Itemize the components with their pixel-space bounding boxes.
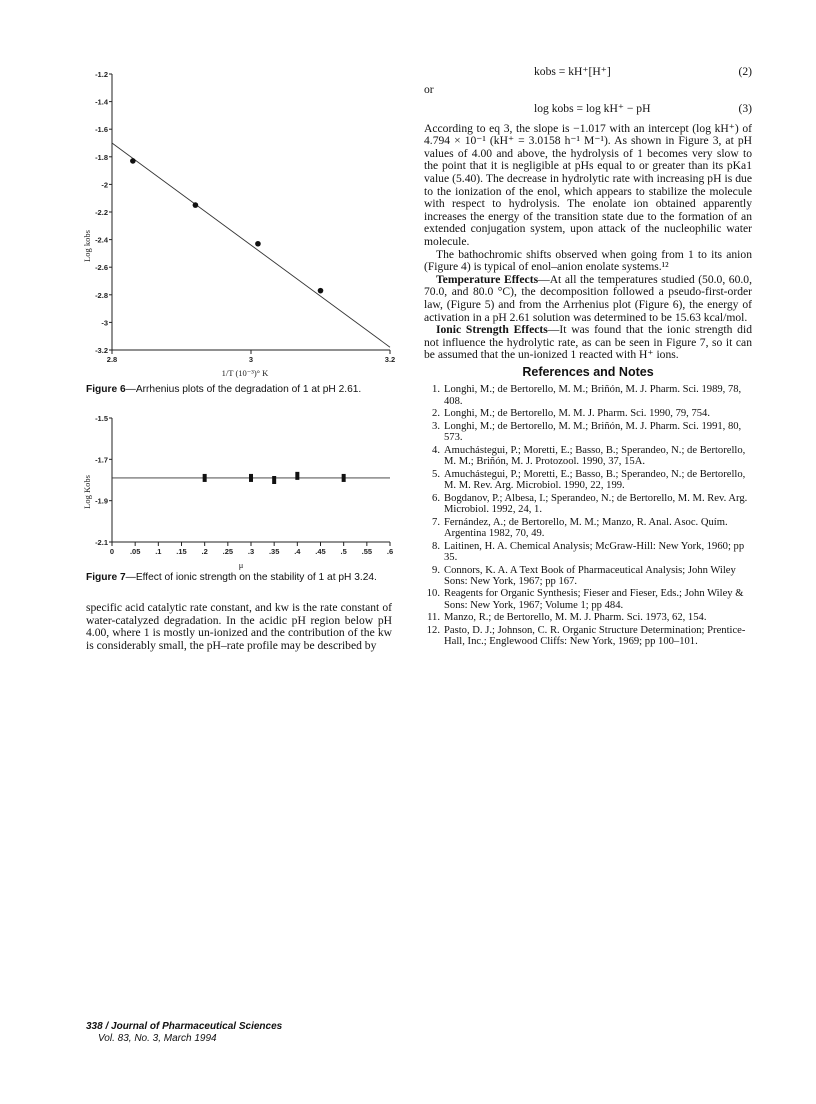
reference-number: 6. [432, 492, 440, 504]
figure-7-caption [86, 572, 392, 584]
left-column [82, 62, 396, 652]
ionic-strength-heading: Ionic Strength Effects [436, 323, 548, 337]
reference-number: 10. [426, 588, 440, 600]
figure-7-caption-label: Figure 7 [86, 572, 126, 583]
temperature-text: —At all the temperatures studied (50.0, 60.0, 70.0, and 80.0 °C), the decomposition followed a pseudo-first-order law, (Figure 5) and from the Arrhenius plot (Figure 6), the energy of activation in a pH 2.61 solution was determined to be 15.63 kcal/mol. [424, 272, 752, 324]
reference-text: Longhi, M.; de Bertorello, M. M.; Briñón, M. J. Pharm. Sci. 1989, 78, 408. [444, 384, 742, 407]
x-tick-label: 3.2 [384, 355, 396, 364]
x-tick-label: .15 [176, 547, 187, 556]
x-tick-label: .2 [201, 547, 208, 556]
y-tick-label: -1.9 [95, 496, 108, 506]
x-tick-label: .05 [129, 547, 141, 556]
x-tick-label: .1 [155, 547, 162, 556]
paragraph-temperature [424, 274, 752, 324]
data-point [130, 158, 136, 164]
reference-number: 7. [432, 516, 440, 528]
reference-text: Fernández, A.; de Bertorello, M. M.; Manzo, R. Anal. Asoc. Quím. Argentina 1982, 70, 49. [444, 516, 728, 539]
reference-number: 1. [432, 384, 440, 396]
paragraph-slope: According to eq 3, the slope is −1.017 with an intercept (log kH⁺) of 4.794 × 10⁻¹ (kH⁺ = 3.0158 h⁻¹ M⁻¹). As shown in Figure 3, at pH values of 4.00 and above, the hydrolysis of 1 becomes very slow to the point that it is negligible at pHs equal to or greater than its pKa1 value (5.40). The decrease in hydrolytic rate with increasing pH is due to the ionization of the enol, which appears to stabilize the molecule with respect to hydrolysis. The enolate ion obtained apparently increases the energy of the transition state due to the formation of an extended conjugation system, upon attack of the nucleophilic water molecule. [424, 121, 752, 248]
x-axis-label: μ [238, 560, 244, 570]
figure-6-caption [86, 384, 392, 396]
x-tick-label: .6 [386, 547, 394, 556]
equation-3-expression: log kobs = log kH⁺ − pH [534, 101, 651, 115]
paragraph-bathochromic: The bathochromic shifts observed when going from 1 to its anion (Figure 4) is typical of enol–anion enolate systems.¹² [424, 247, 752, 274]
y-tick-label: -2.4 [95, 235, 108, 245]
y-axis-label: Log Kobs [82, 475, 92, 509]
footer-volume: Vol. 83, No. 3, March 1994 [98, 1032, 217, 1044]
reference-item [424, 469, 752, 491]
page-footer [86, 1021, 282, 1044]
temperature-heading: Temperature Effects [436, 272, 539, 286]
reference-item [424, 493, 752, 515]
data-point [203, 474, 207, 482]
reference-item [424, 565, 752, 587]
y-tick-label: -1.2 [95, 70, 108, 79]
reference-number: 3. [432, 421, 440, 433]
reference-text: Connors, K. A. A Text Book of Pharmaceutical Analysis; John Wiley Sons: New York, 1967; pp 167. [444, 564, 736, 587]
figure-7-caption-text: —Effect of ionic strength on the stability of 1 at pH 3.24. [125, 572, 377, 583]
data-point [318, 288, 324, 294]
y-tick-label: -2.1 [95, 538, 108, 547]
or-text: or [424, 83, 434, 96]
reference-item [424, 421, 752, 443]
y-tick-label: -2.6 [95, 263, 108, 273]
figure-6-caption-text: —Arrhenius plots of the degradation of 1 at pH 2.61. [125, 384, 362, 395]
x-tick-label: .4 [294, 547, 301, 556]
y-axis-label: Log kobs [82, 230, 92, 262]
y-tick-label: -1.6 [95, 125, 108, 135]
reference-item [424, 588, 752, 610]
data-point [255, 241, 261, 247]
x-axis-label: 1/T (10⁻³)° K [221, 368, 269, 378]
reference-text: Pasto, D. J.; Johnson, C. R. Organic Structure Determination; Prentice-Hall, Inc.; Englewood Cliffs: New York, 1969; pp 100–101. [444, 625, 746, 648]
equation-3-number: (3) [738, 101, 752, 115]
references-heading: References and Notes [522, 364, 654, 379]
data-point [272, 476, 276, 484]
paragraph-ionic-strength [424, 324, 752, 362]
reference-text: Longhi, M.; de Bertorello, M. M.; Briñón, M. J. Pharm. Sci. 1991, 80, 573. [444, 421, 742, 444]
reference-item [424, 541, 752, 563]
y-tick-label: -3.2 [95, 346, 108, 355]
reference-number: 11. [427, 612, 440, 624]
y-tick-label: -2.8 [95, 290, 108, 300]
left-body-text: specific acid catalytic rate constant, and kw is the rate constant of water-catalyzed degradation. In the acidic pH region below pH 4.00, where 1 is mostly un-ionized and the contribution of the kw is considerably small, the pH–rate profile may be described by [86, 601, 392, 652]
y-tick-label: -2.2 [95, 208, 108, 217]
reference-text: Amuchástegui, P.; Moretti, E.; Basso, B.; Sperandeo, N.; de Bertorello, M. M. Rev. Arg. Microbiol. 1990, 22, 199. [444, 468, 746, 492]
reference-number: 9. [432, 564, 440, 576]
ionic-strength-text: —It was found that the ionic strength did not influence the hydrolytic rate, as can be seen in Figure 7, so it can be assumed that the un-ionized 1 reacted with H⁺ ions. [424, 323, 752, 362]
y-tick-label: -1.7 [95, 455, 108, 465]
x-tick-label: .55 [361, 547, 373, 556]
references-list [424, 384, 752, 647]
figure-7-chart [82, 410, 394, 570]
y-tick-label: -3 [101, 318, 108, 328]
regression-line [112, 143, 390, 347]
figure-6 [82, 62, 396, 396]
reference-item [424, 612, 752, 623]
data-point [249, 474, 253, 482]
data-point [295, 472, 299, 480]
reference-item [424, 517, 752, 539]
x-tick-label: 0 [109, 547, 115, 556]
footer-journal: 338 / Journal of Pharmaceutical Sciences [86, 1021, 283, 1032]
y-tick-label: -1.4 [95, 97, 108, 107]
x-tick-label: 3 [248, 355, 254, 364]
right-column [424, 62, 752, 649]
figure-7 [82, 410, 394, 584]
y-tick-label: -1.8 [95, 152, 108, 162]
x-tick-label: .5 [340, 547, 347, 556]
reference-item [424, 625, 752, 647]
reference-number: 2. [432, 408, 440, 420]
x-tick-label: .45 [315, 547, 326, 556]
reference-item [424, 445, 752, 467]
reference-number: 5. [432, 468, 440, 480]
reference-number: 12. [426, 625, 440, 637]
reference-text: Laitinen, H. A. Chemical Analysis; McGraw-Hill: New York, 1960; pp 35. [444, 540, 745, 563]
data-point [342, 474, 346, 482]
reference-item [424, 408, 752, 419]
data-point [193, 202, 199, 208]
equation-2-expression: kobs = kH⁺[H⁺] [534, 65, 611, 78]
y-tick-label: -2 [101, 180, 108, 190]
reference-item [424, 384, 752, 406]
equation-3 [424, 103, 752, 117]
reference-text: Bogdanov, P.; Albesa, I.; Sperandeo, N.; de Bertorello, M. M. Rev. Arg. Microbiol. 1992, 24, 1. [444, 492, 748, 515]
reference-number: 4. [432, 444, 440, 456]
reference-number: 8. [432, 540, 440, 552]
x-tick-label: .35 [268, 547, 280, 556]
x-tick-label: .25 [222, 547, 234, 556]
reference-text: Manzo, R.; de Bertorello, M. M. J. Pharm. Sci. 1973, 62, 154. [444, 612, 707, 624]
equation-2 [424, 66, 752, 80]
x-tick-label: 2.8 [106, 355, 118, 364]
figure-6-caption-label: Figure 6 [86, 384, 126, 395]
reference-text: Reagents for Organic Synthesis; Fieser and Fieser, Eds.; John Wiley & Sons: New York, 1967; Volume 1; pp 484. [444, 588, 744, 611]
x-tick-label: .3 [247, 547, 255, 556]
reference-text: Longhi, M.; de Bertorello, M. M. J. Pharm. Sci. 1990, 79, 754. [444, 408, 711, 420]
y-tick-label: -1.5 [95, 414, 108, 423]
figure-6-chart [82, 62, 396, 382]
equation-2-number: (2) [738, 65, 752, 78]
reference-text: Amuchástegui, P.; Moretti, E.; Basso, B.; Sperandeo, N.; de Bertorello, M. M.; Briñón, M. J. Protozool. 1990, 37, 15A. [444, 444, 746, 468]
